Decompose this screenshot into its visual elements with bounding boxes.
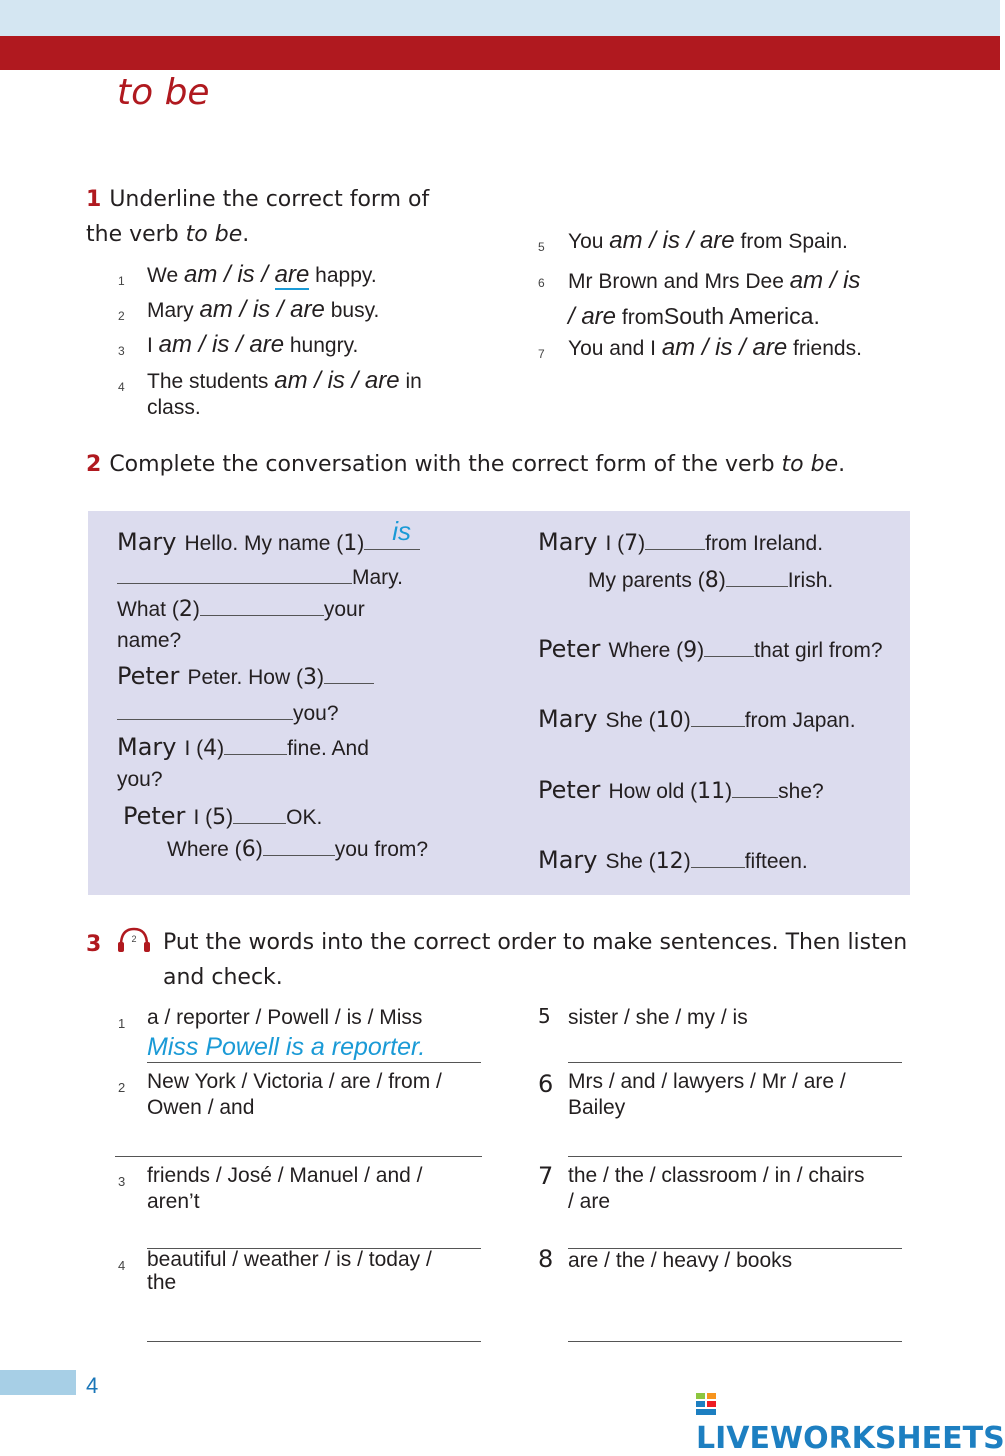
- page-number: 4: [86, 1373, 99, 1398]
- blank-10[interactable]: [691, 705, 745, 727]
- ex3-item-6: 6 Mrs / and / lawyers / Mr / are / Bailey: [538, 1070, 846, 1119]
- dialogue-line-8: you?: [117, 768, 163, 791]
- dialogue-line-2: Mary.: [117, 562, 403, 591]
- blank-7[interactable]: [645, 528, 705, 550]
- dialogue-line-1: Mary Hello. My name (1) is: [117, 528, 420, 557]
- verb-options[interactable]: am / is / are: [199, 296, 325, 323]
- blank-11[interactable]: [732, 776, 778, 798]
- blank-1-cont[interactable]: [117, 562, 352, 584]
- dialogue-line-4: name?: [117, 629, 182, 652]
- dialogue-line-7: Mary I (4) fine. And: [117, 733, 369, 761]
- ex3-item-3: 3 friends / José / Manuel / and / aren’t: [118, 1164, 423, 1213]
- page-number-tab: [0, 1370, 76, 1395]
- verb-options[interactable]: am / is / are: [609, 227, 735, 254]
- ex3-item-8: 8 are / the / heavy / books: [538, 1245, 793, 1273]
- dialogue-line-5: Peter Peter. How (3): [117, 662, 374, 691]
- top-band: [0, 0, 1000, 36]
- ex3-item-1: 1 a / reporter / Powell / is / Miss: [118, 1006, 423, 1031]
- ex1-item-3: 3 I am / is / are hungry.: [118, 331, 359, 358]
- blank-3[interactable]: [324, 662, 374, 684]
- blank-6[interactable]: [263, 834, 335, 856]
- answer-line-4[interactable]: [147, 1341, 481, 1342]
- exercise-3-number: 3: [86, 932, 102, 957]
- underlined-answer[interactable]: are: [274, 261, 310, 288]
- dialogue-line-10: Where (6) you from?: [167, 834, 428, 863]
- dialogue-line-r5: Peter How old (11) she?: [538, 776, 824, 804]
- dialogue-line-6: you?: [117, 698, 339, 727]
- ex1-item-7: 7 You and I am / is / are friends.: [538, 334, 862, 361]
- dialogue-line-r1: Mary I (7) from Ireland.: [538, 528, 824, 556]
- page-title: to be: [117, 72, 210, 113]
- answer-line-5[interactable]: [568, 1062, 902, 1063]
- blank-1[interactable]: [364, 516, 420, 550]
- blank-5[interactable]: [233, 802, 286, 824]
- ex1-item-6: 6 Mr Brown and Mrs Dee am / is / are fromSouth America.: [538, 267, 861, 330]
- dialogue-line-r3: Peter Where (9) that girl from?: [538, 635, 883, 663]
- dialogue-line-r6: Mary She (12) fifteen.: [538, 846, 808, 874]
- verb-options[interactable]: am / is: [789, 267, 861, 294]
- logo-icon: [696, 1388, 716, 1410]
- blank-9[interactable]: [704, 635, 754, 657]
- blank-3-cont[interactable]: [117, 698, 293, 720]
- verb-options[interactable]: am / is / are: [661, 334, 788, 361]
- exercise-1-instruction: 1 Underline the correct form of the verb to be.: [86, 187, 430, 247]
- blank-4[interactable]: [224, 733, 287, 755]
- exercise-2-number: 2: [86, 452, 102, 477]
- exercise-1-number: 1: [86, 187, 102, 212]
- dialogue-line-r2: My parents (8) Irish.: [588, 565, 833, 594]
- exercise-2-instruction: 2 Complete the conversation with the correct form of the verb to be.: [86, 452, 846, 477]
- exercise-3-instruction: 3 2 Put the words into the correct order to make sentences. Then listen and check.: [86, 925, 966, 995]
- ex1-item-2: 2 Mary am / is / are busy.: [118, 296, 380, 323]
- liveworksheets-logo[interactable]: LIVEWORKSHEETS: [696, 1386, 1005, 1456]
- headphones-icon[interactable]: [116, 925, 152, 966]
- ex1-item-4: 4 The students am / is / are in class.: [118, 367, 422, 419]
- blank-12[interactable]: [691, 846, 745, 868]
- ex1-item-1: 1 We am / is / are happy.: [118, 261, 377, 288]
- dialogue-line-r4: Mary She (10) from Japan.: [538, 705, 856, 733]
- blank-2[interactable]: [200, 594, 324, 616]
- dialogue-line-3: What (2) your: [117, 594, 365, 623]
- answer-1: is: [392, 516, 411, 546]
- answer-ex3-1: Miss Powell is a reporter.: [147, 1033, 426, 1061]
- ex1-item-5: 5 You am / is / are from Spain.: [538, 227, 848, 254]
- blank-8[interactable]: [726, 565, 788, 587]
- ex3-item-4: 4 beautiful / weather / is / today / the: [118, 1248, 432, 1294]
- ex3-item-2: 2 New York / Victoria / are / from / Owen / and: [118, 1070, 442, 1119]
- header-bar: [0, 36, 1000, 70]
- answer-line-6[interactable]: [568, 1156, 902, 1157]
- dialogue-line-9: Peter I (5) OK.: [123, 802, 323, 830]
- ex3-item-7: 7 the / the / classroom / in / chairs / are: [538, 1162, 865, 1213]
- answer-line-2[interactable]: [115, 1156, 482, 1157]
- track-number: 2: [131, 934, 137, 944]
- verb-options[interactable]: am / is / are: [158, 331, 285, 358]
- verb-options[interactable]: am / is / are: [274, 367, 400, 394]
- answer-line-1[interactable]: [147, 1062, 481, 1063]
- answer-line-8[interactable]: [568, 1341, 902, 1342]
- ex3-item-5: 5 sister / she / my / is: [538, 1004, 748, 1029]
